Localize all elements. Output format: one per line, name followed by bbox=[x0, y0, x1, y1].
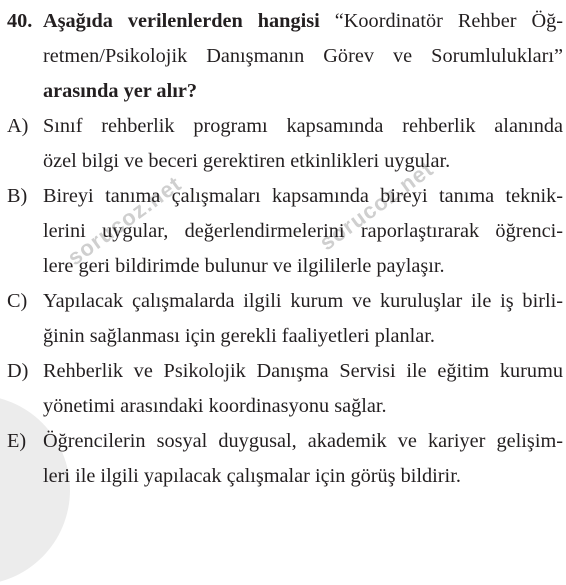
option-line: Öğrencilerin sosyal duygusal, akademik ve kariyer gelişim- bbox=[43, 430, 563, 452]
option-letter: A) bbox=[7, 115, 29, 137]
option-c[interactable] bbox=[7, 284, 563, 354]
option-letter: B) bbox=[7, 185, 28, 207]
stem-bold-text: Aşağıda verilenlerden hangisi bbox=[43, 10, 320, 32]
option-line: leri ile ilgili yapılacak çalışmalar için görüş bildirir. bbox=[43, 465, 461, 487]
option-e[interactable] bbox=[7, 424, 563, 494]
option-letter: D) bbox=[7, 360, 29, 382]
option-line: lere geri bildirimde bulunur ve ilgililerle paylaşır. bbox=[43, 255, 445, 277]
watermark: sorucoz.net bbox=[314, 155, 439, 256]
stem-bold-question: arasında yer alır? bbox=[43, 80, 197, 102]
option-line: ğinin sağlanması için gerekli faaliyetleri planlar. bbox=[43, 325, 435, 347]
option-line: Rehberlik ve Psikolojik Danışma Servisi ile eğitim kurumu bbox=[43, 360, 563, 382]
option-line: lerini uygular, değerlendirmelerini raporlaştırarak öğrenci- bbox=[43, 220, 563, 242]
question-block bbox=[7, 4, 563, 494]
option-line: Bireyi tanıma çalışmaları kapsamında bireyi tanıma teknik- bbox=[43, 185, 563, 207]
option-line: özel bilgi ve beceri gerektiren etkinlikleri uygular. bbox=[43, 150, 451, 172]
option-b[interactable] bbox=[7, 179, 563, 284]
stem-line-2: retmen/Psikolojik Danışmanın Görev ve Sorumlulukları” bbox=[43, 45, 563, 67]
option-line: Yapılacak çalışmalarda ilgili kurum ve kuruluşlar ile iş birli- bbox=[43, 290, 563, 312]
question-stem bbox=[7, 4, 563, 109]
option-line: yönetimi arasındaki koordinasyonu sağlar. bbox=[43, 395, 387, 417]
option-letter: C) bbox=[7, 290, 28, 312]
option-d[interactable] bbox=[7, 354, 563, 424]
stem-line-3 bbox=[43, 80, 197, 102]
stem-line-1 bbox=[43, 4, 563, 39]
option-line: Sınıf rehberlik programı kapsamında rehberlik alanında bbox=[43, 115, 563, 137]
question-number: 40. bbox=[7, 10, 33, 32]
option-letter: E) bbox=[7, 430, 27, 452]
stem-quote-text: “Koordinatör Rehber Öğ- bbox=[334, 10, 563, 32]
watermark: sorucoz.net bbox=[62, 170, 187, 271]
option-a[interactable] bbox=[7, 109, 563, 179]
